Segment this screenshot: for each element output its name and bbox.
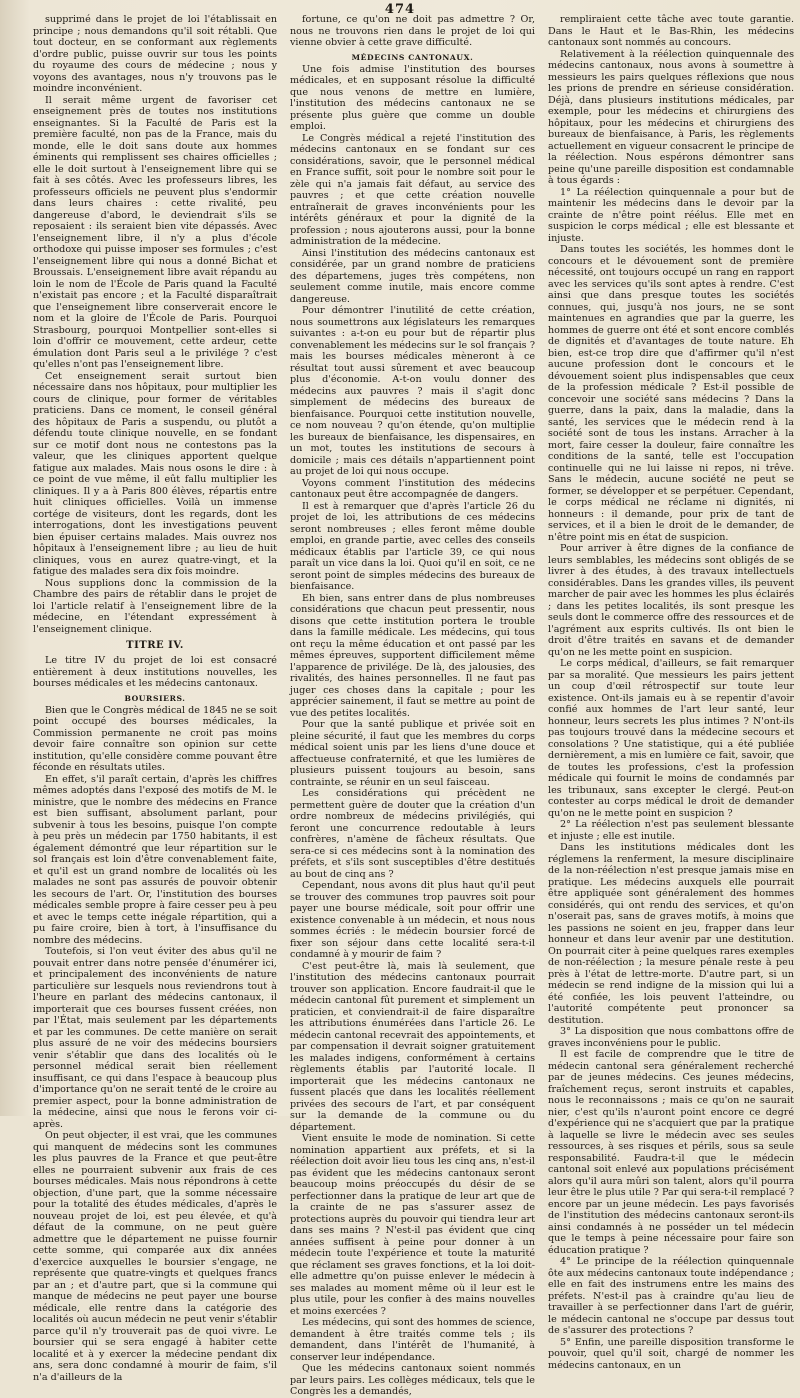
column-3	[548, 14, 794, 1371]
section-heading-titre-iv: TITRE IV.	[126, 640, 184, 651]
paragraph: C'est peut-être là, mais là seulement, que l'institution des médecins cantonaux pourrait trouver son application. Encore faudrait-il que le médecin cantonal fût purement et simplement un praticien, et conviendrait-il de faire disparaître les attributions énumérées dans l'article 26. Le médecin cantonal recevrait des appointements, et par compensation il devrait soigner gratuitement les malades indigens, conformément à certains règlements établis par l'autorité locale. Il importerait que les médecins cantonaux ne fussent placés que dans les localités réellement privées des secours de l'art, et par conséquent sur la demande de la commune ou du département.	[290, 960, 535, 1133]
paragraph: fortune, ce qu'on ne doit pas admettre ? Or, nous ne trouvons rien dans le projet de loi qui vienne obvier à cette grave difficulté.	[290, 14, 535, 48]
paragraph: Cependant, nous avons dit plus haut qu'il peut se trouver des communes trop pauvres soit pour payer une bourse médicale, soit pour offrir une existence convenable à un médecin, et nous nous sommes écriés : le médecin boursier forcé de fixer son séjour dans cette localité sera-t-il condamné à y mourir de faim ?	[290, 880, 535, 961]
paragraph: rempliraient cette tâche avec toute garantie. Dans le Haut et le Bas-Rhin, les médecins cantonaux sont nommés au concours.	[548, 14, 794, 48]
paragraph: En effet, s'il paraît certain, d'après les chiffres mêmes adoptés dans l'exposé des motifs de M. le ministre, que le nombre des médecins en France est bien suffisant, absolument parlant, pour subvenir à tous les besoins, puisque l'on compte à peu près un médecin par 1750 habitants, il est également démontré que leur répartition sur le sol français est loin d'être convenablement faite, et qu'il est un grand nombre de localités où les malades ne sont pas assurés de pouvoir obtenir les secours de l'art. Or, l'institution des bourses médicales semble propre à faire cesser peu à peu et avec le temps cette inégale répartition, qui a pu faire croire, bien à tort, à l'insuffisance du nombre des médecins.	[33, 773, 277, 946]
paragraph: 2° La réélection n'est pas seulement blessante et injuste ; elle est inutile.	[548, 819, 794, 842]
subheading-boursiers: BOURSIERS.	[124, 693, 186, 703]
paragraph: supprimé dans le projet de loi l'établissait en principe ; nous demandons qu'il soit rétabli. Que tout docteur, en se conformant aux règlements d'ordre public, puisse ouvrir sur tous les points du royaume des cours de médecine ; nous y voyons des avantages, nous n'y trouvons pas le moindre inconvénient.	[33, 14, 277, 94]
paragraph: Relativement à la réélection quinquennale des médecins cantonaux, nous avons à soumettre à messieurs les pairs quelques réflexions que nous les prions de prendre en sérieuse considération. Déjà, dans plusieurs institutions médicales, par exemple, pour les médecins et chirurgiens des hôpitaux, pour les médecins et chirurgiens des bureaux de bienfaisance, à Paris, les règlements actuellement en vigueur consacrent le principe de la réélection. Nous espérons démontrer sans peine qu'une pareille disposition est condamnable à tous égards :	[548, 48, 794, 186]
paragraph: Ainsi l'institution des médecins cantonaux est considérée, par un grand nombre de praticiens des départemens, juges très compétens, non seulement comme inutile, mais encore comme dangereuse.	[290, 247, 535, 305]
paragraph: Il est à remarquer que d'après l'article 26 du projet de loi, les attributions de ces médecins seront nombreuses ; elles feront même double emploi, en grande partie, avec celles des conseils médicaux établis par l'article 39, ce qui nous paraît un vice dans la loi. Quoi qu'il en soit, ce ne seront point de simples médecins des bureaux de bienfaisance.	[290, 500, 535, 593]
paragraph: Il est facile de comprendre que le titre de médecin cantonal sera généralement recherché par de jeunes médecins. Ces jeunes médecins, fraîchement reçus, seront instruits et capables, nous le reconnaissons ; mais ce qu'on ne saurait nier, c'est qu'ils n'auront point encore ce degré d'expérience qui ne s'acquiert que par la pratique à laquelle se livre le médecin avec ses seules ressources, à ses risques et périls, sous sa seule responsabilité. Faudra-t-il que le médecin cantonal soit enlevé aux populations précisément alors qu'il aura mûri son talent, alors qu'il pourra leur être le plus utile ? Par qui sera-t-il remplacé ? encore par un jeune médecin. Les pays favorisés de l'institution des médecins cantonaux seront-ils ainsi condamnés à ne posséder un tel médecin que le temps à peine nécessaire pour faire son éducation pratique ?	[548, 1049, 794, 1256]
paragraph: 1° La réélection quinquennale a pour but de maintenir les médecins dans le devoir par la crainte de n'être point réélus. Elle met en suspicion le corps médical ; elle est blessante et injuste.	[548, 186, 794, 244]
paragraph: Que les médecins cantonaux soient nommés par leurs pairs. Les collèges médicaux, tels que le Congrès les a demandés,	[290, 1363, 535, 1398]
subheading-medecins-cantonaux: MÉDECINS CANTONAUX.	[351, 52, 474, 62]
paragraph: Dans les institutions médicales dont les réglemens la renferment, la mesure disciplinaire de la non-réélection n'est presque jamais mise en pratique. Les médecins auxquels elle pourrait être appliquée sont généralement des hommes considérés, qui ont rendu des services, et qu'on n'oserait pas, sans de graves motifs, à moins que les passions ne soient en jeu, frapper dans leur honneur et dans leur avenir par une destitution. On pourrait citer à peine quelques rares exemples de non-réélection ; la mesure pénale reste à peu près à l'état de lettre-morte. D'autre part, si un médecin se rend indigne de la mission qui lui a été confiée, les lois peuvent l'atteindre, ou l'autorité compétente peut prononcer sa destitution.	[548, 842, 794, 1026]
paragraph: Le Congrès médical a rejeté l'institution des médecins cantonaux en se fondant sur ces considérations, savoir, que le personnel médical en France suffit, soit pour le nombre soit pour le zèle qui n'a jamais fait défaut, au service des pauvres ; et que cette création nouvelle entraînerait de graves inconvénients pour les intérêts généraux et pour la dignité de la profession ; nous ajouterons aussi, pour la bonne administration de la médecine.	[290, 132, 535, 248]
paragraph: Pour démontrer l'inutilité de cette création, nous soumettrons aux législateurs les remarques suivantes : a-t-on eu pour but de répartir plus convenablement les médecins sur le sol français ? mais les bourses médicales mèneront à ce résultat tout aussi sûrement et avec beaucoup plus d'économie. A-t-on voulu donner des médecins aux pauvres ? mais il s'agit donc simplement de médecins des bureaux de bienfaisance. Pourquoi cette institution nouvelle, ce nom nouveau ? qu'on étende, qu'on multiplie les bureaux de bienfaisance, les dispensaires, en un mot, toutes les institutions de secours à domicile ; mais ces détails n'appartiennent point au projet de loi qui nous occupe.	[290, 305, 535, 478]
paragraph: On peut objecter, il est vrai, que les communes qui manquent de médecins sont les communes les plus pauvres de la France et que peut-être elles ne pourraient subvenir aux frais de ces bourses médicales. Mais nous répondrons à cette objection, d'une part, que la somme nécessaire pour la totalité des études médicales, d'après le nouveau projet de loi, est peu élevée, et qu'à défaut de la commune, on ne peut guère admettre que le département ne puisse fournir cette somme, qui comparée aux dix années d'exercice auxquelles le boursier s'engage, ne représente que quatre-vingts et quelques francs par an ; et d'autre part, que si la commune qui manque de médecins ne peut payer une bourse médicale, elle rentre dans la catégorie des localités où aucun médecin ne peut venir s'établir parce qu'il n'y trouverait pas de quoi vivre. Le boursier qui se sera engagé à habiter cette localité et à y exercer la médecine pendant dix ans, sera donc condamné à mourir de faim, s'il n'a d'ailleurs de la	[33, 1130, 277, 1383]
paragraph: Vient ensuite le mode de nomination. Si cette nomination appartient aux préfets, et si la réélection doit avoir lieu tous les cinq ans, n'est-il pas évident que les médecins cantonaux seront beaucoup moins préoccupés du désir de se perfectionner dans la pratique de leur art que de la crainte de ne pas s'assurer assez de protections auprès du pouvoir qui tiendra leur art dans ses mains ? N'est-il pas évident que cinq années suffisent à peine pour donner à un médecin toute l'expérience et toute la maturité que réclament ses graves fonctions, et la loi doit-elle admettre qu'on puisse enlever le médecin à ses malades au moment même où il leur est le plus utile, pour les confier à des mains nouvelles et moins exercées ?	[290, 1133, 535, 1317]
paragraph: Les considérations qui précèdent ne permettent guère de douter que la création d'un ordre nombreux de médecins privilégiés, qui feront une concurrence redoutable à leurs confrères, n'amène de fâcheux résultats. Que sera-ce si ces médecins sont à la nomination des préfets, et s'ils sont susceptibles d'être destitués au bout de cinq ans ?	[290, 788, 535, 880]
paragraph: Pour que la santé publique et privée soit en pleine sécurité, il faut que les membres du corps médical soient unis par les liens d'une douce et affectueuse confraternité, et que les lumières de plusieurs puissent toujours au besoin, sans contrainte, se réunir en un seul faisceau.	[290, 719, 535, 788]
column-2	[290, 14, 535, 1398]
paragraph: Nous supplions donc la commission de la Chambre des pairs de rétablir dans le projet de loi l'article relatif à l'enseignement libre de la médecine, en l'étendant expressément à l'enseignement clinique.	[33, 577, 277, 635]
paragraph: Le titre IV du projet de loi est consacré entièrement à deux institutions nouvelles, les bourses médicales et les médecins cantonaux.	[33, 655, 277, 689]
paragraph: Bien que le Congrès médical de 1845 ne se soit point occupé des bourses médicales, la Commission permanente ne croit pas moins devoir faire connaître son opinion sur cette institution, qu'elle considère comme pouvant être féconde en résultats utiles.	[33, 704, 277, 774]
paragraph: 5° Enfin, une pareille disposition transforme le pouvoir, quel qu'il soit, chargé de nommer les médecins cantonaux, en un	[548, 1336, 794, 1371]
paragraph: 3° La disposition que nous combattons offre de graves inconvéniens pour le public.	[548, 1026, 794, 1049]
page-number: 474	[384, 2, 416, 17]
paragraph: Dans toutes les sociétés, les hommes dont le concours et le dévouement sont de première nécessité, ont toujours occupé un rang en rapport avec les services qu'ils sont aptes à rendre. C'est ainsi que dans presque toutes les sociétés connues, qui, jusqu'à nos jours, ne se sont maintenues en agrandies que par la guerre, les hommes de guerre ont été et sont encore comblés de dignités et d'avantages de toute nature. Eh bien, est-ce trop dire que d'affirmer qu'il n'est aucune profession dont le concours et le dévouement soient plus indispensables que ceux de la profession médicale ? Est-il possible de concevoir une société sans médecins ? Dans la guerre, dans la paix, dans la maladie, dans la santé, les services que le médecin rend à la société sont de tous les instans. Arracher à la mort, faire cesser la douleur, faire connaître les conditions de la santé, telle est l'occupation continuelle qui ne lui laisse ni repos, ni trêve. Sans le médecin, aucune société ne peut se former, se développer et se perpétuer. Cependant, le corps médical ne réclame ni dignités, ni honneurs : il demande, pour prix de tant de services, et il a bien le droit de le demander, de n'être point mis en état de suspicion.	[548, 244, 794, 543]
column-1	[33, 14, 277, 1383]
paragraph: Une fois admise l'institution des bourses médicales, et en supposant résolue la difficulté que nous venons de mettre en lumière, l'institution des médecins cantonaux ne se présente plus guère que comme un double emploi.	[290, 63, 535, 133]
paragraph: Toutefois, si l'on veut éviter des abus qu'il ne pouvait entrer dans notre pensée d'énumérer ici, et principalement des inconvénients de nature particulière sur lesquels nous reviendrons tout à l'heure en parlant des médecins cantonaux, il importerait que ces bourses fussent créées, non par l'État, mais seulement par les départements et par les communes. De cette manière on serait plus assuré de ne voir des médecins boursiers venir s'établir que dans des localités où le personnel médical serait bien réellement insuffisant, ce qui dans l'espace à beaucoup plus d'importance qu'on ne serait tenté de le croire au premier aspect, pour la bonne administration de la médecine, ainsi que nous le ferons voir ci-après.	[33, 946, 277, 1130]
paragraph: Pour arriver à être dignes de la confiance de leurs semblables, les médecins sont obligés de se livrer à des études, à des travaux intellectuels considérables. Dans les grandes villes, ils peuvent marcher de pair avec les hommes les plus éclairés ; dans les petites localités, ils sont presque les seuls dont le commerce offre des ressources et de l'agrément aux esprits cultivés. Ils ont bien le droit d'être traités en savans et de demander qu'on ne les mette point en suspicion.	[548, 543, 794, 658]
paragraph: 4° Le principe de la réélection quinquennale ôte aux médecins cantonaux toute indépendance ; elle en fait des instrumens entre les mains des préfets. N'est-il pas à craindre qu'au lieu de travailler à se perfectionner dans l'art de guérir, le médecin cantonal ne s'occupe par dessus tout de s'assurer des protections ?	[548, 1256, 794, 1336]
paragraph: Il serait même urgent de favoriser cet enseignement près de toutes nos institutions enseignantes. Si la Faculté de Paris est la première faculté, non pas de la France, mais du monde, elle le doit sans doute aux hommes éminents qui remplissent ses chaires officielles ; elle le doit surtout à l'enseignement libre qui se fait à ses côtés. Avec les professeurs libres, les professeurs officiels ne peuvent plus s'endormir dans leurs chaires : cette rivalité, peu dangereuse d'abord, le deviendrait s'ils se reposaient : ils seraient bien vite dépassés. Avec l'enseignement libre, il n'y a plus d'école orthodoxe qui puisse imposer ses formules ; c'est l'enseignement libre qui nous a donné Bichat et Broussais. L'enseignement libre avait répandu au loin le nom de l'École de Paris quand la Faculté n'existait pas encore ; et la Faculté disparaîtrait que l'enseignement libre conserverait encore le nom et la gloire de l'École de Paris. Pourquoi Strasbourg, pourquoi Montpellier sont-elles si loin d'offrir ce mouvement, cette ardeur, cette émulation dont Paris seul a le privilége ? c'est qu'elles n'ont pas l'enseignement libre.	[33, 94, 277, 370]
paragraph: Eh bien, sans entrer dans de plus nombreuses considérations que chacun peut pressentir, nous disons que cette institution portera le trouble dans la famille médicale. Les médecins, qui tous ont reçu la même éducation et ont passé par les mêmes épreuves, supportent difficilement même l'apparence de privilége. De là, des jalousies, des rivalités, des haines personnelles. Il ne faut pas juger ces choses dans la capitale ; pour les apprécier sainement, il faut se mettre au point de vue des petites localités.	[290, 592, 535, 719]
paragraph: Cet enseignement serait surtout bien nécessaire dans nos hôpitaux, pour multiplier les cours de clinique, pour former de véritables praticiens. Dans ce moment, le conseil général des hôpitaux de Paris a suspendu, ou plutôt a défendu toute clinique nouvelle, en se fondant sur ce motif dont nous ne contestons pas la valeur, que les cliniques apportent quelque fatigue aux malades. Mais nous osons le dire : à ce point de vue même, il eût fallu multiplier les cliniques. Il y a à Paris 800 élèves, répartis entre huit cliniques officielles. Voilà un immense cortége de visiteurs, dont les regards, dont les interrogations, dont les investigations peuvent bien épuiser certains malades. Mais ouvrez nos hôpitaux à l'enseignement libre ; au lieu de huit cliniques, vous en aurez quatre-vingt, et la fatigue des malades sera dix fois moindre.	[33, 370, 277, 577]
paragraph: Le corps médical, d'ailleurs, se fait remarquer par sa moralité. Que messieurs les pairs jettent un coup d'œil rétrospectif sur toute leur existence. Ont-ils jamais eu à se repentir d'avoir confié aux hommes de l'art leur santé, leur honneur, leurs secrets les plus intimes ? N'ont-ils pas toujours trouvé dans la médecine secours et consolations ? Une statistique, qui a été publiée dernièrement, a mis en lumière ce fait, savoir, que de toutes les professions, c'est la profession médicale qui fournit le moins de condamnés par les tribunaux, sans excepter le clergé. Peut-on contester au corps médical le droit de demander qu'on ne le mette point en suspicion ?	[548, 658, 794, 819]
paragraph: Les médecins, qui sont des hommes de science, demandent à être traités comme tels ; ils demandent, dans l'intérêt de l'humanité, à conserver leur indépendance.	[290, 1317, 535, 1363]
paragraph: Voyons comment l'institution des médecins cantonaux peut être accompagnée de dangers.	[290, 477, 535, 501]
